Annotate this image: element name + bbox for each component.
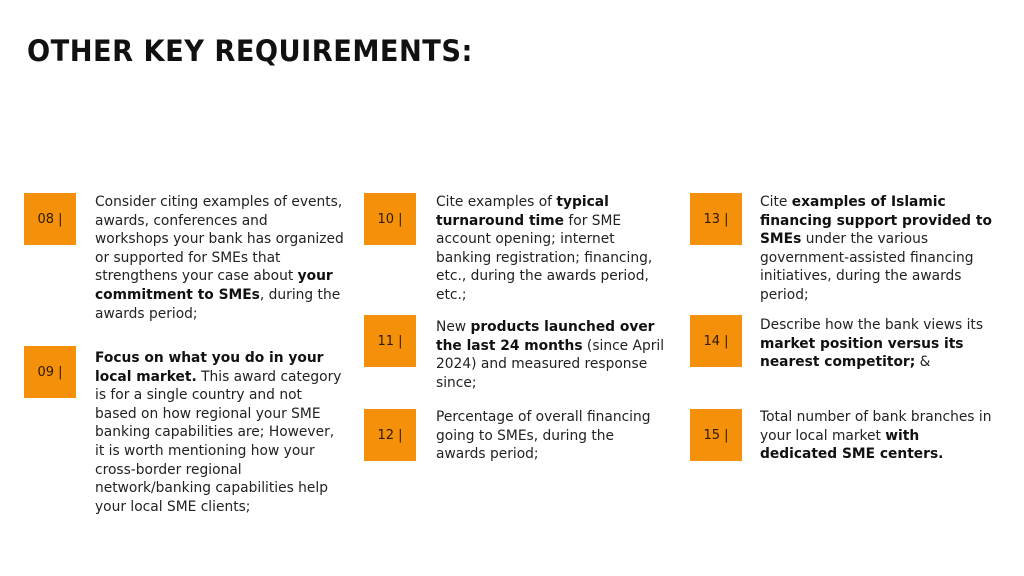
item-text-emphasis: products launched over the last 24 months [436,319,655,354]
item-number-09: 09 | [24,346,76,398]
item-text-15 [760,408,996,464]
item-text-segment: Describe how the bank views its [760,317,984,333]
item-number-08: 08 | [24,193,76,245]
item-number-11: 11 | [364,315,416,367]
item-text-segment: New [436,319,471,335]
item-text-11 [436,318,672,392]
item-text-segment: for SME account opening; internet banking registration; financing, etc., during the awards period, etc.; [436,212,653,303]
item-text-emphasis: with dedicated SME centers. [760,427,944,463]
item-text-segment: Percentage of overall financing going to SMEs, during the awards period; [436,409,651,463]
item-text-emphasis: typical turnaround time [436,194,609,229]
item-text-09 [95,349,345,516]
item-text-emphasis: market position versus its nearest competitor; [760,335,964,371]
item-number-14: 14 | [690,315,742,367]
item-text-emphasis: Focus on what you do in your local market. [95,350,324,385]
item-text-segment: Total number of bank branches in your local market [760,409,992,444]
item-text-segment: Cite examples of [436,194,557,210]
item-text-13 [760,193,992,305]
item-text-segment: under the various government-assisted financing initiatives, during the awards period; [760,231,974,303]
item-text-10 [436,193,664,305]
item-text-12 [436,408,664,464]
item-text-segment: Cite [760,194,792,210]
item-text-14 [760,316,996,372]
item-number-13: 13 | [690,193,742,245]
item-text-segment: This award category is for a single country and not based on how regional your SME banking capabilities are; However, it is worth mentioning how your cross-border regional network/banking capabilities help your local SME clients; [95,368,342,515]
item-text-segment: Consider citing examples of events, awards, conferences and workshops your bank has organized or supported for SMEs that strengthens your case about [95,194,344,285]
item-text-08 [95,193,345,323]
item-text-segment: & [915,354,931,371]
item-text-emphasis: examples of Islamic financing support provided to SMEs [760,194,992,248]
item-text-segment: , during the awards period; [95,286,341,322]
item-number-15: 15 | [690,409,742,461]
page-title: OTHER KEY REQUIREMENTS: [27,34,473,68]
item-number-10: 10 | [364,193,416,245]
item-text-emphasis: your commitment to SMEs [95,268,333,303]
item-text-segment: (since April 2024) and measured response since; [436,337,665,391]
item-number-12: 12 | [364,409,416,461]
